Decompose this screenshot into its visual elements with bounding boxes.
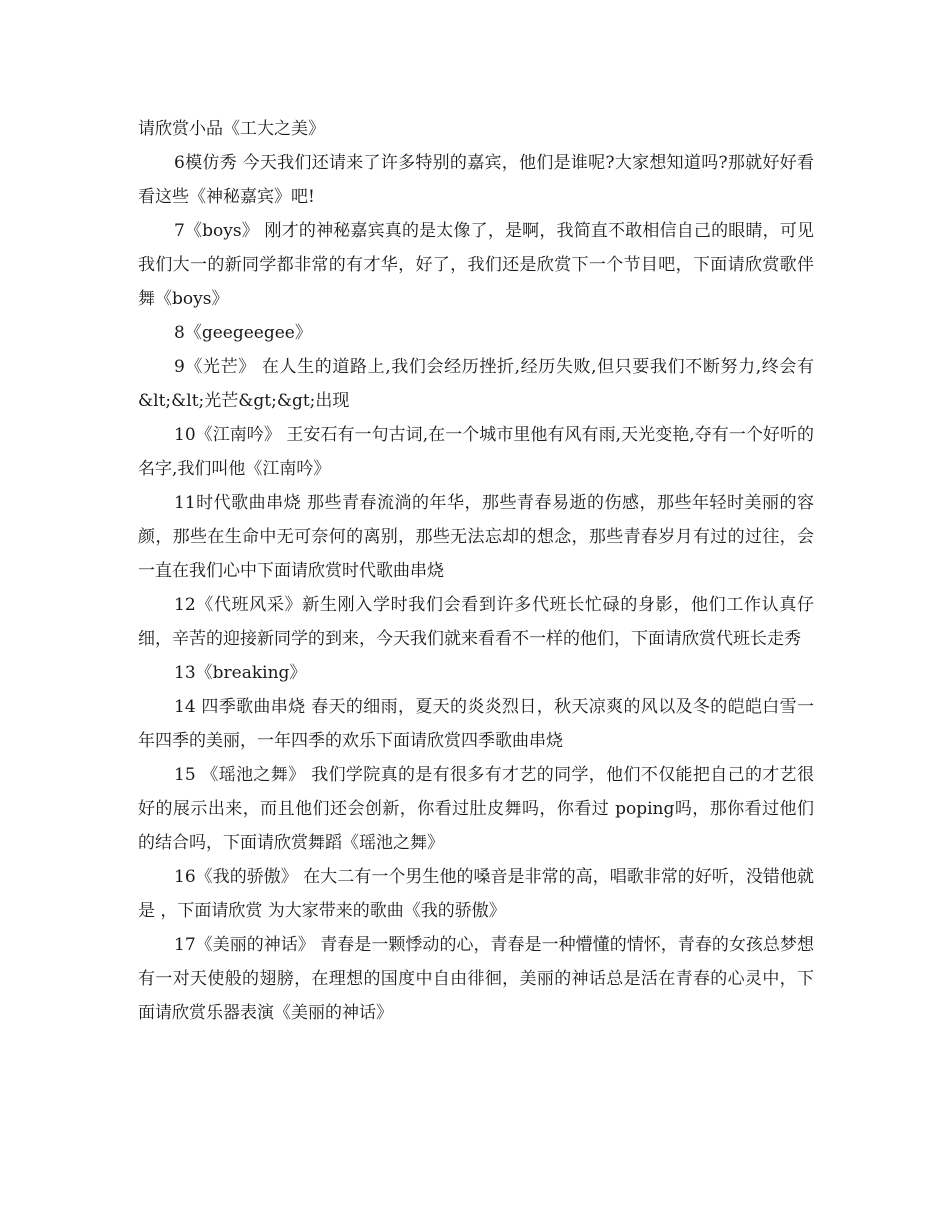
- document-body: [138, 112, 814, 1030]
- paragraph-2: 6模仿秀 今天我们还请来了许多特别的嘉宾，他们是谁呢?大家想知道吗?那就好好看看这些《神秘嘉宾》吧!: [138, 153, 814, 207]
- paragraph-9: 13《breaking》: [174, 663, 307, 683]
- paragraph-8: 12《代班风采》新生刚入学时我们会看到许多代班长忙碌的身影，他们工作认真仔细，辛苦的迎接新同学的到来，今天我们就来看看不一样的他们，下面请欣赏代班长走秀: [138, 595, 814, 649]
- paragraph-3: 7《boys》 刚才的神秘嘉宾真的是太像了，是啊，我简直不敢相信自己的眼睛，可见我们大一的新同学都非常的有才华，好了，我们还是欣赏下一个节目吧，下面请欣赏歌伴舞《boys》: [138, 221, 814, 309]
- paragraph-6: 10《江南吟》 王安石有一句古词,在一个城市里他有风有雨,天光变艳,夺有一个好听的名字,我们叫他《江南吟》: [138, 425, 814, 479]
- paragraph-1: 请欣赏小品《工大之美》: [138, 119, 325, 139]
- paragraph-4: 8《geegeegee》: [174, 323, 312, 343]
- paragraph-7: 11时代歌曲串烧 那些青春流淌的年华，那些青春易逝的伤感，那些年轻时美丽的容颜，那些在生命中无可奈何的离别，那些无法忘却的想念，那些青春岁月有过的过往，会一直在我们心中下面请欣赏时代歌曲串烧: [138, 493, 814, 581]
- paragraph-10: 14 四季歌曲串烧 春天的细雨，夏天的炎炎烈日，秋天凉爽的风以及冬的皑皑白雪一年四季的美丽，一年四季的欢乐下面请欣赏四季歌曲串烧: [138, 697, 814, 751]
- paragraph-11: 15 《瑶池之舞》 我们学院真的是有很多有才艺的同学，他们不仅能把自己的才艺很好的展示出来，而且他们还会创新，你看过肚皮舞吗，你看过 poping吗，那你看过他们的结合吗，下面请欣赏舞蹈《瑶池之舞》: [138, 765, 814, 853]
- paragraph-12: 16《我的骄傲》 在大二有一个男生他的嗓音是非常的高，唱歌非常的好听，没错他就是 ，下面请欣赏 为大家带来的歌曲《我的骄傲》: [138, 867, 814, 921]
- paragraph-5: 9《光芒》 在人生的道路上,我们会经历挫折,经历失败,但只要我们不断努力,终会有&lt;&lt;光芒&gt;&gt;出现: [138, 357, 814, 411]
- paragraph-13: 17《美丽的神话》 青春是一颗悸动的心，青春是一种懵懂的情怀，青春的女孩总梦想有一对天使般的翅膀，在理想的国度中自由徘徊，美丽的神话总是活在青春的心灵中，下面请欣赏乐器表演《美丽的神话》: [138, 935, 814, 1023]
